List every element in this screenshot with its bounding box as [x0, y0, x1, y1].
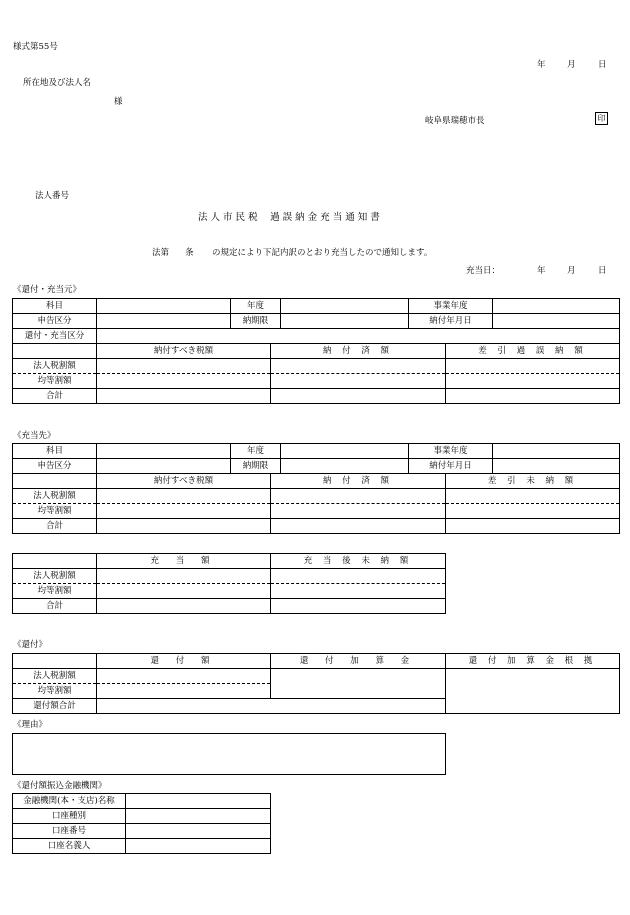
- declaration-type-label: 申告区分: [13, 314, 97, 329]
- target-fiscal-year-label: 年度: [231, 444, 281, 459]
- form-number: 様式第55号: [13, 42, 58, 52]
- equal-tax-label: 均等割額: [13, 374, 97, 389]
- refund-source-header-table: [12, 298, 620, 344]
- issue-date-day: 日: [598, 60, 607, 70]
- seal-icon: 印: [595, 112, 608, 125]
- notice-law: 法第: [152, 248, 170, 258]
- target-declaration-type-field[interactable]: [97, 459, 231, 474]
- issuer-name: 岐阜県瑞穂市長: [425, 116, 485, 126]
- appr-corp-tax-field[interactable]: [97, 569, 271, 584]
- appropriation-month: 月: [567, 266, 576, 276]
- refund-source-amount-table: [12, 343, 620, 404]
- appropriation-day: 日: [598, 266, 607, 276]
- notice-article: 条: [185, 248, 194, 258]
- refund-total-label: 還付額合計: [13, 699, 97, 714]
- notice-text: の規定により下記内訳のとおり充当したので通知します。: [212, 248, 433, 258]
- target-subject-label: 科目: [13, 444, 97, 459]
- appropriation-target-header-table: [12, 443, 620, 474]
- target-declaration-type-label: 申告区分: [13, 459, 97, 474]
- fiscal-year-field[interactable]: [281, 299, 409, 314]
- total-label: 合計: [13, 389, 97, 404]
- equal-tax-paid-field[interactable]: [271, 374, 446, 389]
- business-year-field[interactable]: [493, 299, 620, 314]
- target-corp-tax-due-field[interactable]: [97, 489, 271, 504]
- appr-corp-tax-label: 法人税割額: [13, 569, 97, 584]
- payment-date-field[interactable]: [493, 314, 620, 329]
- total-due-field[interactable]: [97, 389, 271, 404]
- appr-equal-tax-unpaid-field[interactable]: [271, 584, 446, 599]
- appropriation-date-label: 充当日：: [466, 266, 501, 276]
- section-refund-title: 《還付》: [13, 640, 48, 650]
- target-equal-tax-label: 均等割額: [13, 504, 97, 519]
- target-total-paid-field[interactable]: [271, 519, 446, 534]
- target-tax-due-header: 納付すべき税額: [97, 474, 271, 489]
- target-subject-field[interactable]: [97, 444, 231, 459]
- target-corp-tax-unpaid-field[interactable]: [446, 489, 620, 504]
- appropriation-year: 年: [537, 266, 546, 276]
- refund-addition-header: 還 付 加 算 金: [271, 654, 446, 669]
- target-paid-header: 納 付 済 額: [271, 474, 446, 489]
- tax-due-header: 納付すべき税額: [97, 344, 271, 359]
- total-paid-field[interactable]: [271, 389, 446, 404]
- equal-tax-overpaid-field[interactable]: [446, 374, 620, 389]
- address-label: 所在地及び法人名: [23, 78, 92, 88]
- paid-header: 納 付 済 額: [271, 344, 446, 359]
- refund-type-label: 還付・充当区分: [13, 329, 97, 344]
- corp-tax-due-field[interactable]: [97, 359, 271, 374]
- appr-total-unpaid-field[interactable]: [271, 599, 446, 614]
- bank-name-label: 金融機関(本・支店)名称: [13, 794, 126, 809]
- target-due-date-field[interactable]: [281, 459, 409, 474]
- payment-date-label: 納付年月日: [409, 314, 493, 329]
- corp-tax-label: 法人税割額: [13, 359, 97, 374]
- appropriated-header: 充 当 額: [97, 554, 271, 569]
- target-business-year-field[interactable]: [493, 444, 620, 459]
- account-number-field[interactable]: [126, 824, 271, 839]
- declaration-type-field[interactable]: [97, 314, 231, 329]
- business-year-label: 事業年度: [409, 299, 493, 314]
- refund-addition-field[interactable]: [271, 669, 446, 699]
- total-overpaid-field[interactable]: [446, 389, 620, 404]
- appr-corp-tax-unpaid-field[interactable]: [271, 569, 446, 584]
- corp-tax-paid-field[interactable]: [271, 359, 446, 374]
- target-total-label: 合計: [13, 519, 97, 534]
- after-unpaid-header: 充 当 後 未 納 額: [271, 554, 446, 569]
- target-total-unpaid-field[interactable]: [446, 519, 620, 534]
- refund-amount-header: 還 付 額: [97, 654, 271, 669]
- refund-type-field[interactable]: [97, 329, 620, 344]
- equal-tax-due-field[interactable]: [97, 374, 271, 389]
- account-type-label: 口座種別: [13, 809, 126, 824]
- account-number-label: 口座番号: [13, 824, 126, 839]
- due-date-label: 納期限: [231, 314, 281, 329]
- target-equal-tax-paid-field[interactable]: [271, 504, 446, 519]
- overpaid-header: 差 引 過 誤 納 額: [446, 344, 620, 359]
- appr-total-field[interactable]: [97, 599, 271, 614]
- section-appropriation-target-title: 《充当先》: [13, 431, 56, 441]
- bank-name-field[interactable]: [126, 794, 271, 809]
- account-type-field[interactable]: [126, 809, 271, 824]
- target-payment-date-label: 納付年月日: [409, 459, 493, 474]
- target-total-due-field[interactable]: [97, 519, 271, 534]
- appr-equal-tax-field[interactable]: [97, 584, 271, 599]
- subject-field[interactable]: [97, 299, 231, 314]
- target-business-year-label: 事業年度: [409, 444, 493, 459]
- account-holder-label: 口座名義人: [13, 839, 126, 854]
- target-corp-tax-label: 法人税割額: [13, 489, 97, 504]
- corner-cell: [13, 654, 97, 669]
- target-unpaid-header: 差 引 未 納 額: [446, 474, 620, 489]
- refund-total-field[interactable]: [97, 699, 446, 714]
- refund-equal-tax-label: 均等割額: [13, 684, 97, 699]
- target-equal-tax-unpaid-field[interactable]: [446, 504, 620, 519]
- target-due-date-label: 納期限: [231, 459, 281, 474]
- target-fiscal-year-field[interactable]: [281, 444, 409, 459]
- corner-cell: [13, 344, 97, 359]
- due-date-field[interactable]: [281, 314, 409, 329]
- corp-number-label: 法人番号: [35, 191, 70, 201]
- target-corp-tax-paid-field[interactable]: [271, 489, 446, 504]
- target-payment-date-field[interactable]: [493, 459, 620, 474]
- appropriation-amount-table: [12, 553, 446, 614]
- issue-date-month: 月: [567, 60, 576, 70]
- honorific: 様: [114, 97, 123, 107]
- fiscal-year-label: 年度: [231, 299, 281, 314]
- subject-label: 科目: [13, 299, 97, 314]
- refund-equal-tax-field[interactable]: [97, 684, 271, 699]
- refund-addition-basis-field[interactable]: [446, 669, 620, 714]
- appr-total-label: 合計: [13, 599, 97, 614]
- corner-cell: [13, 554, 97, 569]
- refund-addition-basis-header: 還 付 加 算 金 根 拠: [446, 654, 620, 669]
- bank-table: [12, 793, 271, 854]
- issue-date-year: 年: [537, 60, 546, 70]
- section-refund-source-title: 《還付・充当元》: [13, 285, 82, 295]
- appropriation-target-amount-table: [12, 473, 620, 534]
- corner-cell: [13, 474, 97, 489]
- account-holder-field[interactable]: [126, 839, 271, 854]
- section-bank-title: 《還付額振込金融機関》: [13, 781, 107, 791]
- document-title: 法 人 市 民 税 過 誤 納 金 充 当 通 知 書: [198, 212, 380, 223]
- refund-corp-tax-field[interactable]: [97, 669, 271, 684]
- target-equal-tax-due-field[interactable]: [97, 504, 271, 519]
- refund-corp-tax-label: 法人税割額: [13, 669, 97, 684]
- reason-field[interactable]: [12, 733, 446, 775]
- corp-tax-overpaid-field[interactable]: [446, 359, 620, 374]
- section-reason-title: 《理由》: [13, 720, 48, 730]
- refund-table: [12, 653, 620, 714]
- appr-equal-tax-label: 均等割額: [13, 584, 97, 599]
